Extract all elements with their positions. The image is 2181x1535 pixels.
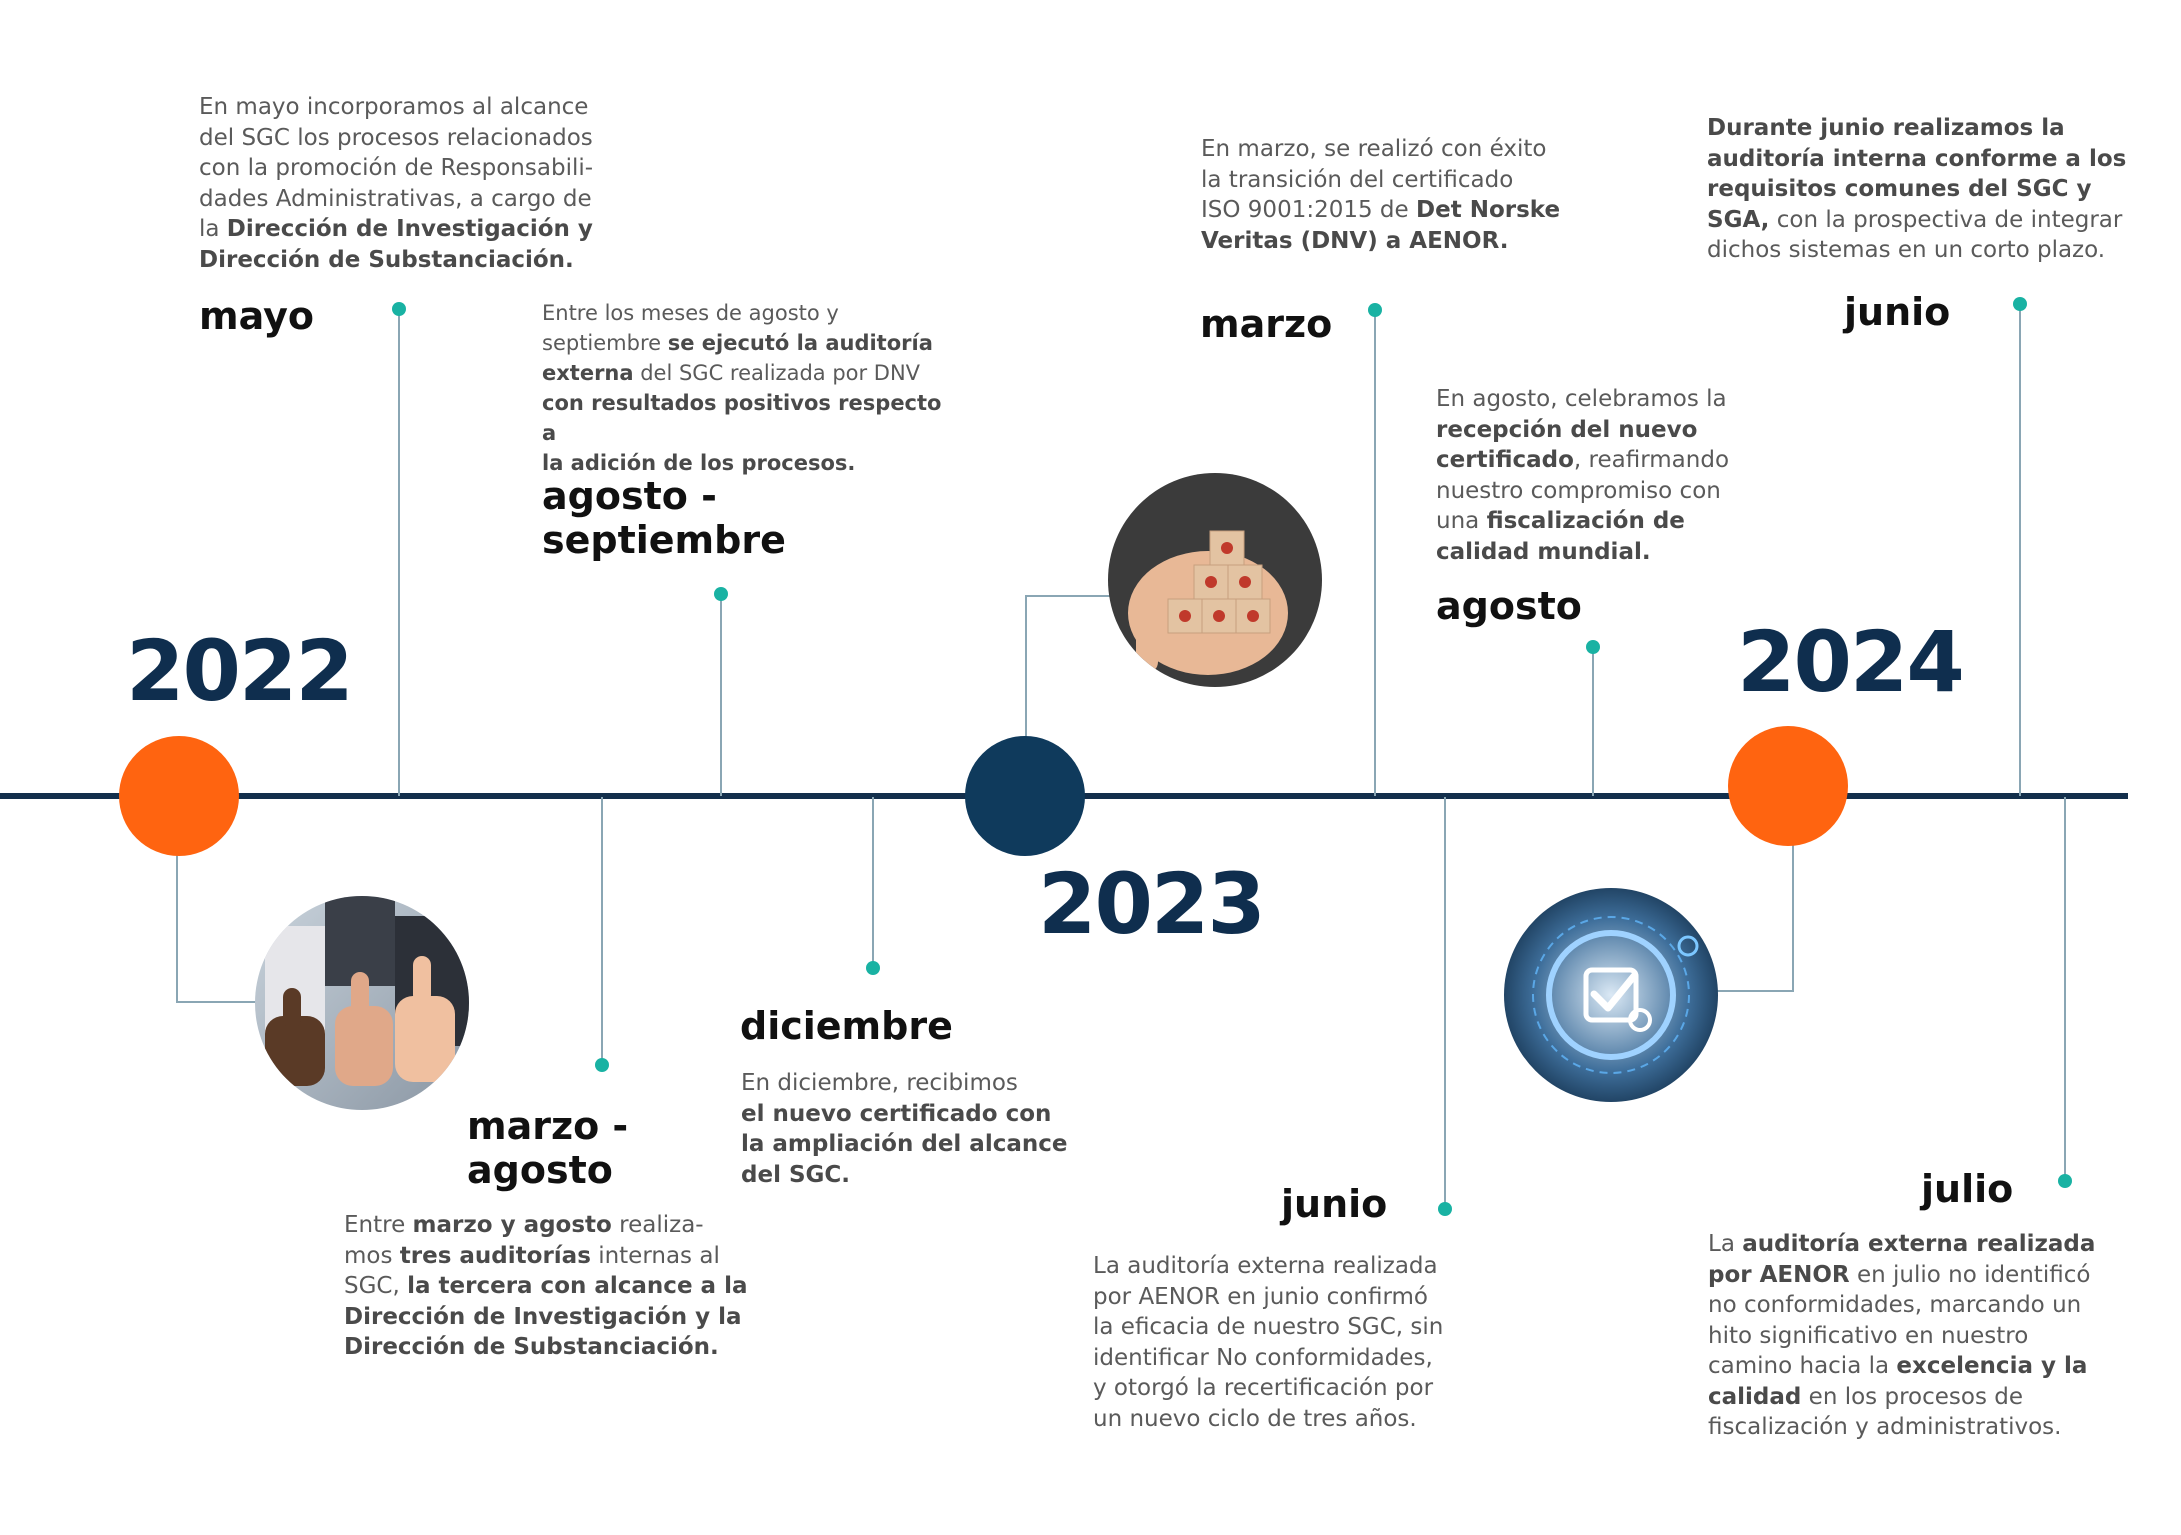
description-junio-2023 <box>1093 1251 1493 1434</box>
month-label-junio-2024: junio <box>1844 290 1951 334</box>
description-line <box>1436 506 1796 537</box>
description-line <box>1708 1260 2128 1291</box>
description-text: En marzo, se realizó con éxito <box>1201 136 1547 162</box>
description-text: identificar No conformidades, <box>1093 1344 1433 1371</box>
description-line <box>344 1332 764 1363</box>
photo-connector-2022-v <box>176 850 178 1002</box>
description-bold-text: Dirección de Substanciación. <box>344 1334 719 1360</box>
description-line <box>1201 226 1621 257</box>
month-label-diciembre: diciembre <box>740 1004 953 1048</box>
connector-junio-2023 <box>1444 797 1446 1209</box>
description-text: En mayo incorporamos al alcance <box>199 94 589 120</box>
description-text: SGC, <box>344 1273 408 1299</box>
description-junio-2024 <box>1707 113 2167 266</box>
description-line <box>1707 235 2167 266</box>
description-line <box>1708 1321 2128 1352</box>
description-line <box>741 1068 1101 1099</box>
description-bold-text: el nuevo certificado con <box>741 1100 1052 1127</box>
description-text: septiembre <box>542 331 668 355</box>
description-text: camino hacia la <box>1708 1353 1897 1379</box>
description-line <box>1707 113 2167 144</box>
description-line <box>199 123 639 154</box>
description-text: del SGC los procesos relacionados <box>199 124 593 151</box>
description-line <box>344 1271 764 1302</box>
description-text: una <box>1436 508 1487 534</box>
marker-dot-junio-2024 <box>2013 297 2027 311</box>
description-line <box>1708 1351 2128 1382</box>
description-bold-text: marzo y agosto <box>412 1212 612 1238</box>
description-text: realiza- <box>611 1212 704 1238</box>
description-agosto <box>1436 384 1796 567</box>
description-bold-text: del SGC. <box>741 1161 851 1188</box>
month-label-agosto-septiembre <box>542 474 786 562</box>
connector-julio <box>2064 797 2066 1181</box>
description-line <box>1707 205 2167 236</box>
description-bold-text: calidad <box>1708 1383 1802 1410</box>
description-text: internas al <box>590 1242 720 1269</box>
description-line <box>1201 165 1621 196</box>
description-line <box>199 184 639 215</box>
hand-blocks-image <box>1108 473 1322 687</box>
marker-dot-diciembre <box>866 961 880 975</box>
month-label-junio-2023: junio <box>1281 1182 1388 1226</box>
description-line <box>542 328 962 358</box>
year-label-2022: 2022 <box>126 622 352 720</box>
description-line <box>1201 134 1621 165</box>
description-line <box>199 245 639 276</box>
connector-agosto-septiembre <box>720 594 722 796</box>
connector-diciembre <box>872 797 874 967</box>
description-text: por AENOR en junio confirmó <box>1093 1283 1428 1310</box>
description-diciembre <box>741 1068 1101 1190</box>
marker-dot-agosto <box>1586 640 1600 654</box>
description-bold-text: Veritas (DNV) a AENOR. <box>1201 227 1509 254</box>
description-line <box>1201 195 1621 226</box>
description-line <box>1436 415 1796 446</box>
description-text: hito significativo en nuestro <box>1708 1322 2029 1349</box>
description-line <box>1436 384 1796 415</box>
description-bold-text: la ampliación del alcance <box>741 1131 1068 1157</box>
description-line <box>199 153 639 184</box>
description-text: con la prospectiva de integrar <box>1769 206 2123 233</box>
description-line <box>1093 1282 1493 1313</box>
description-line <box>542 358 962 388</box>
description-line <box>344 1302 764 1333</box>
year-label-2024: 2024 <box>1737 613 1963 711</box>
description-text: en julio no identificó <box>1849 1261 2091 1288</box>
description-line <box>1093 1251 1493 1282</box>
month-label-agosto: agosto <box>1436 584 1582 628</box>
description-line <box>199 92 639 123</box>
description-text: en los procesos de <box>1801 1383 2023 1410</box>
description-bold-text: la tercera con alcance a la <box>407 1273 748 1299</box>
description-text: del SGC realizada por DNV <box>633 361 921 385</box>
description-text: , reafirmando <box>1573 447 1730 473</box>
description-line <box>1707 144 2167 175</box>
description-text: Entre <box>344 1212 413 1238</box>
description-text: La <box>1708 1231 1743 1257</box>
photo-quality-check <box>1504 888 1718 1102</box>
description-bold-text: recepción del nuevo <box>1436 416 1698 443</box>
description-text: ISO 9001:2015 de <box>1201 197 1416 223</box>
description-line <box>1436 445 1796 476</box>
description-line <box>344 1241 764 1272</box>
marker-dot-mayo <box>392 302 406 316</box>
year-marker-2022 <box>119 736 239 856</box>
description-text: la <box>199 216 227 242</box>
description-bold-text: tres auditorías <box>399 1242 591 1269</box>
month-label-line-2: agosto <box>467 1148 613 1192</box>
description-text: la transición del certificado <box>1201 166 1514 193</box>
description-bold-text: se ejecutó la auditoría <box>667 331 933 355</box>
month-label-julio: julio <box>1921 1167 2014 1211</box>
connector-agosto <box>1592 648 1594 796</box>
description-bold-text: por AENOR <box>1708 1261 1850 1288</box>
month-label-marzo: marzo <box>1200 302 1333 346</box>
thumbs-up-image <box>255 896 469 1110</box>
marker-dot-marzo-agosto <box>595 1058 609 1072</box>
month-label-line-1: agosto - <box>542 474 717 518</box>
quality-check-image <box>1504 888 1718 1102</box>
description-text: y otorgó la recertificación por <box>1093 1375 1434 1401</box>
description-text: nuestro compromiso con <box>1436 477 1721 504</box>
description-text: fiscalización y administrativos. <box>1708 1414 2062 1440</box>
description-text: la eficacia de nuestro SGC, sin <box>1093 1314 1444 1340</box>
description-text: con la promoción de Responsabili- <box>199 155 594 181</box>
description-text: En agosto, celebramos la <box>1436 386 1727 412</box>
description-bold-text: auditoría externa realizada <box>1742 1231 2096 1257</box>
description-line <box>1707 174 2167 205</box>
description-line <box>1436 476 1796 507</box>
description-bold-text: Durante junio realizamos la <box>1707 115 2065 141</box>
description-text: dades Administrativas, a cargo de <box>199 185 592 212</box>
marker-dot-julio <box>2058 1174 2072 1188</box>
photo-hand-blocks <box>1108 473 1322 687</box>
description-line <box>1093 1312 1493 1343</box>
description-agosto-septiembre <box>542 298 962 478</box>
description-julio <box>1708 1229 2128 1443</box>
description-bold-text: certificado <box>1436 447 1574 473</box>
description-bold-text: con resultados positivos respecto a <box>542 391 942 445</box>
description-bold-text: fiscalización de <box>1486 508 1685 534</box>
year-marker-2023 <box>965 736 1085 856</box>
description-bold-text: externa <box>542 361 634 385</box>
description-bold-text: SGA, <box>1707 206 1770 233</box>
photo-connector-2024-v <box>1792 843 1794 991</box>
description-bold-text: Dirección de Substanciación. <box>199 246 574 273</box>
marker-dot-agosto-septiembre <box>714 587 728 601</box>
month-label-line-1: marzo - <box>467 1104 629 1148</box>
description-text: La auditoría externa realizada <box>1093 1253 1438 1279</box>
description-line <box>542 388 962 448</box>
year-marker-2024 <box>1728 726 1848 846</box>
description-text: no conformidades, marcando un <box>1708 1292 2082 1318</box>
description-line <box>1708 1412 2128 1443</box>
description-bold-text: requisitos comunes del SGC y <box>1707 176 2092 202</box>
month-label-marzo-agosto <box>467 1104 628 1192</box>
description-bold-text: auditoría interna conforme a los <box>1707 145 2127 172</box>
description-text: dichos sistemas en un corto plazo. <box>1707 237 2106 263</box>
description-line <box>1708 1229 2128 1260</box>
description-line <box>1708 1290 2128 1321</box>
connector-marzo <box>1374 311 1376 796</box>
description-text: En diciembre, recibimos <box>741 1070 1018 1096</box>
photo-connector-2023-v <box>1025 595 1027 737</box>
marker-dot-junio-2023 <box>1438 1202 1452 1216</box>
description-bold-text: Det Norske <box>1416 197 1561 223</box>
description-line <box>741 1160 1101 1191</box>
description-bold-text: Dirección de Investigación y la <box>344 1303 742 1330</box>
month-label-mayo: mayo <box>199 294 314 338</box>
description-bold-text: la adición de los procesos. <box>542 451 856 475</box>
connector-mayo <box>398 310 400 796</box>
description-line <box>1436 537 1796 568</box>
description-marzo <box>1201 134 1621 256</box>
description-text: mos <box>344 1242 400 1269</box>
photo-connector-2022-h <box>176 1001 258 1003</box>
photo-connector-2024-h <box>1710 990 1794 992</box>
description-line <box>741 1099 1101 1130</box>
description-marzo-agosto <box>344 1210 764 1363</box>
description-line <box>1093 1343 1493 1374</box>
description-line <box>344 1210 764 1241</box>
description-line <box>1093 1373 1493 1404</box>
connector-junio-2024 <box>2019 305 2021 796</box>
connector-marzo-agosto <box>601 797 603 1062</box>
photo-thumbs-up <box>255 896 469 1110</box>
description-line <box>199 214 639 245</box>
description-text: Entre los meses de agosto y <box>542 301 839 325</box>
description-bold-text: calidad mundial. <box>1436 538 1651 565</box>
month-label-line-2: septiembre <box>542 518 786 562</box>
year-label-2023: 2023 <box>1038 855 1264 953</box>
description-bold-text: Dirección de Investigación y <box>226 216 593 242</box>
description-line <box>741 1129 1101 1160</box>
description-bold-text: excelencia y la <box>1896 1353 2088 1379</box>
description-line <box>1708 1382 2128 1413</box>
description-mayo <box>199 92 639 275</box>
description-line <box>542 298 962 328</box>
description-line <box>542 448 962 478</box>
photo-connector-2023-h <box>1025 595 1111 597</box>
description-text: un nuevo ciclo de tres años. <box>1093 1405 1417 1432</box>
marker-dot-marzo <box>1368 303 1382 317</box>
description-line <box>1093 1404 1493 1435</box>
